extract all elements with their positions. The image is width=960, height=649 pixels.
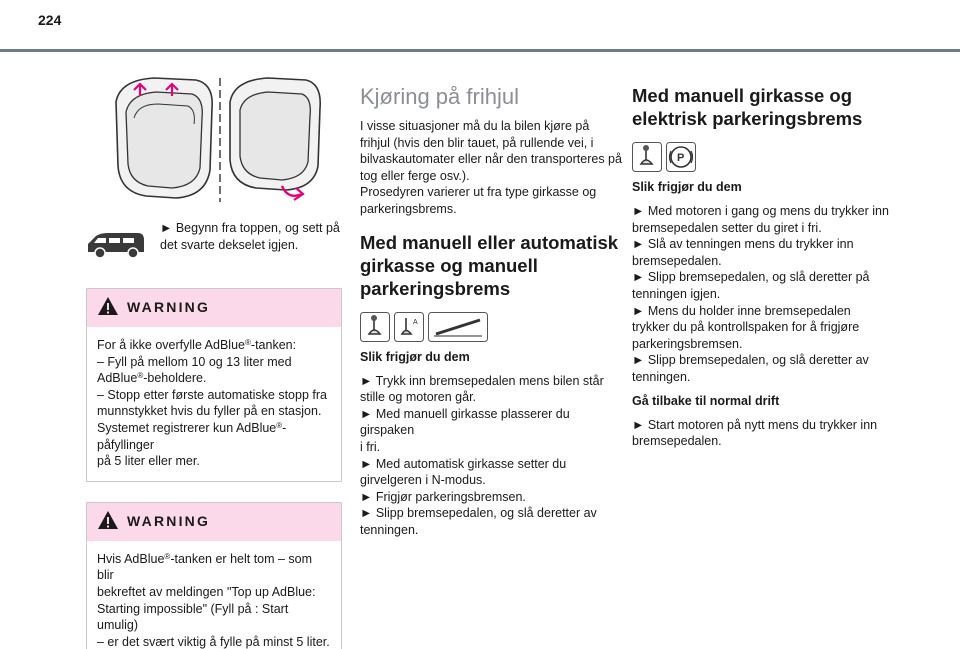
- warning-header: [87, 503, 341, 541]
- steps-list: [360, 373, 622, 539]
- warning-line: – Stopp etter første automatiske stopp fra: [97, 387, 327, 402]
- step-line: tenningen.: [632, 369, 691, 384]
- manual-gearbox-icon: [632, 142, 662, 172]
- manual-gearbox-icon: [360, 312, 390, 342]
- step-line: parkeringsbremsen.: [632, 336, 743, 351]
- warning-line: Starting impossible" (Fyll på : Start umulig): [97, 601, 289, 633]
- warning-header: [87, 289, 341, 327]
- warning-line: på 5 liter eller mer.: [97, 454, 200, 469]
- warning-triangle-icon: [97, 296, 119, 316]
- step-line: bremsepedalen.: [632, 434, 722, 449]
- warning-line: – Fyll på mellom 10 og 13 liter med: [97, 354, 292, 369]
- subheading: Slik frigjør du dem: [360, 349, 470, 364]
- step-line: ► Med automatisk girkasse setter du: [360, 456, 567, 471]
- warning-line: For å ikke overfylle AdBlue®-tanken:: [97, 338, 297, 352]
- adblue-cap-diagram: [106, 74, 326, 216]
- step-line: tenningen igjen.: [632, 286, 721, 301]
- step-line: ► Slå av tenningen mens du trykker inn: [632, 237, 854, 252]
- instruction-text: ► Begynn fra toppen, og sett på det svarte dekselet igjen.: [160, 221, 340, 252]
- step-line: bremsepedalen setter du giret i fri.: [632, 220, 822, 235]
- middle-column: [360, 74, 622, 539]
- left-column: [86, 74, 342, 649]
- step-line: ► Med motoren i gang og mens du trykker inn: [632, 204, 889, 218]
- svg-text:A: A: [413, 318, 418, 326]
- section-title: Kjøring på frihjul: [360, 84, 519, 109]
- subheading: Gå tilbake til normal drift: [632, 393, 780, 408]
- warning-triangle-icon: [97, 510, 119, 530]
- warning-line: munnstykket hvis du fyller på en stasjon.: [97, 404, 322, 419]
- van-icon: [86, 230, 146, 260]
- subsection-title: Med manuell girkasse og elektrisk parkeringsbrems: [632, 85, 863, 129]
- cap-illustration: [86, 74, 342, 216]
- automatic-gearbox-icon: [394, 312, 424, 342]
- instruction-row: [86, 220, 342, 268]
- intro-text: [360, 118, 622, 218]
- text-line: frihjul (hvis den blir tauet, på rullende vei, i: [360, 135, 594, 150]
- electric-parking-brake-icon: [666, 142, 696, 172]
- warning-box-1: [86, 288, 342, 482]
- warning-line: – er det svært viktig å fylle på minst 5 liter.: [97, 634, 330, 649]
- warning-line: Hvis AdBlue®-tanken er helt tom – som blir: [97, 551, 313, 583]
- step-line: ► Trykk inn bremsepedalen mens bilen står: [360, 373, 604, 388]
- text-line: parkeringsbrems.: [360, 201, 457, 216]
- page-number: 224: [38, 12, 62, 28]
- warning-body: [87, 327, 341, 481]
- text-line: I visse situasjoner må du la bilen kjøre på: [360, 119, 590, 133]
- subheading: Slik frigjør du dem: [632, 180, 742, 194]
- step-line: ► Slipp bremsepedalen, og slå deretter av: [360, 506, 597, 521]
- step-line: ► Frigjør parkeringsbremsen.: [360, 489, 526, 504]
- svg-text:P: P: [677, 152, 685, 164]
- step-line: i fri.: [360, 439, 381, 454]
- manual-parking-brake-icon: [428, 312, 488, 342]
- step-line: ► Start motoren på nytt mens du trykker inn: [632, 417, 878, 432]
- warning-line: AdBlue®-beholdere.: [97, 371, 207, 386]
- step-line: trykker du på kontrollspaken for å frigjøre: [632, 320, 860, 335]
- text-line: tog eller ferge osv.).: [360, 168, 470, 183]
- right-column: [632, 74, 890, 450]
- warning-line: bekreftet av meldingen "Top up AdBlue:: [97, 584, 316, 599]
- step-line: ► Med manuell girkasse plasserer du girspaken: [360, 406, 570, 438]
- warning-title: WARNING: [127, 299, 211, 315]
- warning-body: [87, 541, 341, 649]
- brake-icons: [632, 142, 890, 172]
- subsection-title: Med manuell eller automatisk girkasse og manuell parkeringsbrems: [360, 231, 619, 299]
- header-rule: [0, 49, 960, 52]
- step-line: ► Slipp bremsepedalen, og slå deretter av: [632, 353, 869, 368]
- warning-line: Systemet registrerer kun AdBlue®-påfyllinger: [97, 420, 287, 452]
- warning-title: WARNING: [127, 512, 211, 529]
- steps-list: [632, 203, 890, 386]
- steps-list: [632, 417, 890, 450]
- step-line: bremsepedalen.: [632, 253, 722, 268]
- step-line: stille og motoren går.: [360, 390, 477, 405]
- text-line: Prosedyren varierer ut fra type girkasse og: [360, 185, 597, 200]
- step-line: girvelgeren i N-modus.: [360, 473, 486, 488]
- step-line: ► Slipp bremsepedalen, og slå deretter på: [632, 270, 870, 285]
- gearbox-icons: [360, 312, 622, 342]
- warning-box-2: [86, 502, 342, 649]
- step-line: tenningen.: [360, 522, 419, 537]
- step-line: ► Mens du holder inne bremsepedalen: [632, 303, 851, 318]
- text-line: bilvaskautomater eller når den transporteres på: [360, 152, 622, 167]
